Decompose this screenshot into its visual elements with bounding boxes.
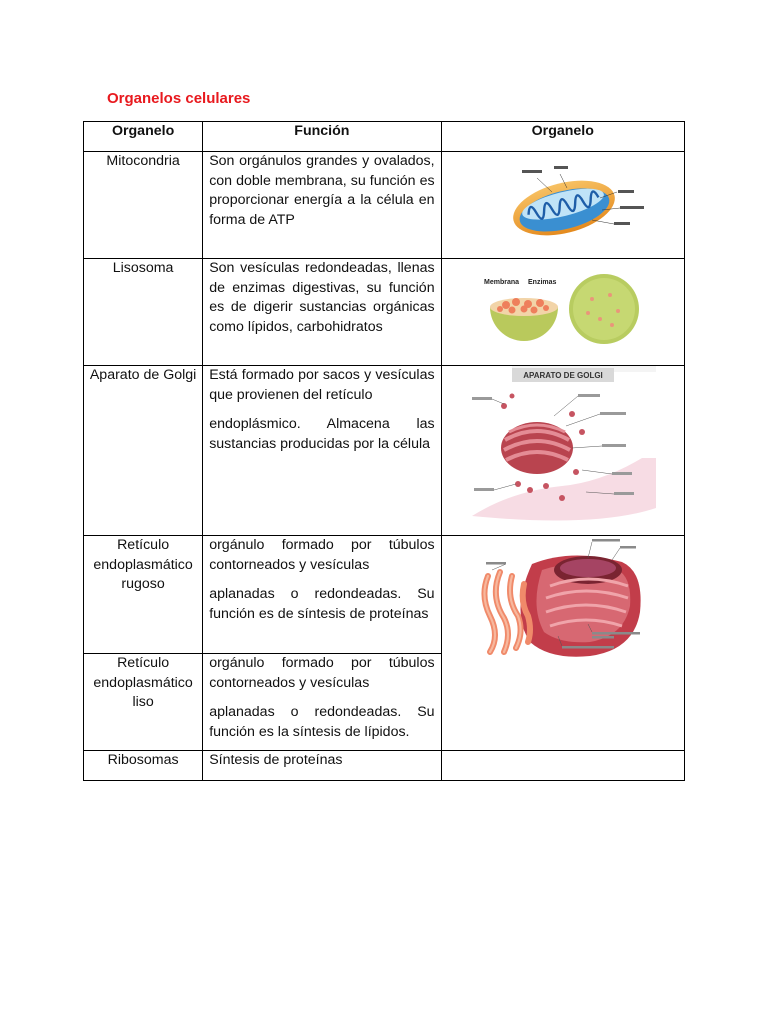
golgi-title: APARATO DE GOLGI bbox=[522, 371, 603, 380]
function-text: orgánulo formado por túbulos contorneados y vesículas bbox=[209, 537, 435, 573]
organelle-image-cell bbox=[441, 152, 684, 259]
membrana-label: Membrana bbox=[483, 279, 519, 286]
table-header-row bbox=[84, 122, 685, 152]
organelle-function bbox=[203, 366, 441, 536]
organelle-image-cell bbox=[441, 536, 684, 751]
organelle-name: Retículo endoplasmático liso bbox=[84, 654, 203, 751]
golgi-image bbox=[442, 366, 685, 534]
table-row bbox=[84, 366, 685, 536]
enzimas-label: Enzimas bbox=[527, 279, 556, 286]
table-row bbox=[84, 259, 685, 366]
organelles-table bbox=[83, 121, 685, 781]
function-text: aplanadas o redondeadas. Su función es la síntesis de lípidos. bbox=[209, 704, 435, 740]
organelle-image-cell bbox=[441, 751, 684, 781]
function-text: Son vesículas redondeadas, llenas de enzimas digestivas, su función es de digerir sustancias orgánicas como lípidos, carbohidratos bbox=[209, 260, 435, 335]
organelle-function bbox=[203, 654, 441, 751]
page-title: Organelos celulares bbox=[107, 90, 251, 107]
function-text: endoplásmico. Almacena las sustancias producidas por la célula bbox=[209, 416, 435, 452]
organelle-name: Retículo endoplasmático rugoso bbox=[84, 536, 203, 654]
function-text: Síntesis de proteínas bbox=[209, 752, 343, 768]
function-text: Son orgánulos grandes y ovalados, con doble membrana, su función es proporcionar energía a la célula en forma de ATP bbox=[209, 153, 435, 228]
header-funcion: Función bbox=[203, 122, 441, 152]
header-organelo: Organelo bbox=[84, 122, 203, 152]
function-text: Está formado por sacos y vesículas que provienen del retículo bbox=[209, 367, 435, 403]
function-text: orgánulo formado por túbulos contorneados y vesículas bbox=[209, 655, 435, 691]
organelle-name: Lisosoma bbox=[84, 259, 203, 366]
organelle-image-cell bbox=[441, 366, 684, 536]
function-text: aplanadas o redondeadas. Su función es de síntesis de proteínas bbox=[209, 586, 435, 622]
table-row bbox=[84, 751, 685, 781]
endoplasmic-reticulum-image bbox=[442, 536, 685, 750]
table-row bbox=[84, 536, 685, 654]
organelle-function bbox=[203, 536, 441, 654]
organelle-function bbox=[203, 152, 441, 259]
lysosome-image bbox=[442, 259, 685, 365]
organelle-image-cell bbox=[441, 259, 684, 366]
organelle-function bbox=[203, 259, 441, 366]
table-row bbox=[84, 152, 685, 259]
organelle-name: Aparato de Golgi bbox=[84, 366, 203, 536]
mitochondria-image bbox=[442, 152, 685, 258]
organelle-name: Mitocondria bbox=[84, 152, 203, 259]
organelle-function bbox=[203, 751, 441, 781]
header-organelo-image: Organelo bbox=[441, 122, 684, 152]
organelle-name: Ribosomas bbox=[84, 751, 203, 781]
